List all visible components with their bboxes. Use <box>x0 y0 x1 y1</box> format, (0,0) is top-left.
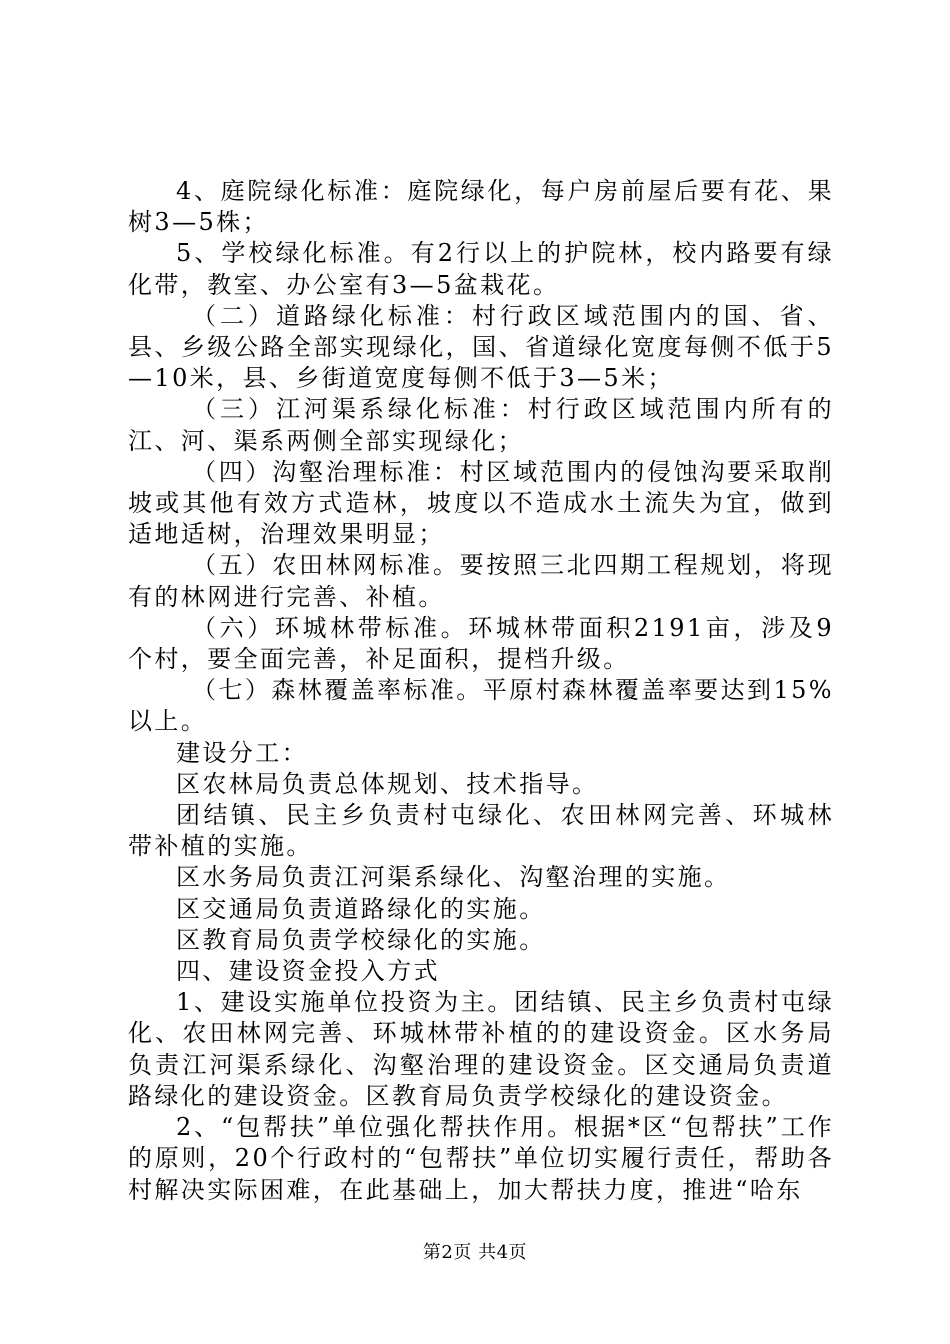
paragraph: 5、学校绿化标准。有2行以上的护院林，校内路要有绿化带，教室、办公室有3—5盆栽花。 <box>128 239 834 299</box>
paragraph: 区农林局负责总体规划、技术指导。 <box>176 769 599 798</box>
page-number-footer: 第2页 共4页 <box>422 1242 528 1263</box>
paragraph: （四）沟壑治理标准：村区域范围内的侵蚀沟要采取削坡或其他有效方式造林，坡度以不造成水土流失为宜，做到适地适树，治理效果明显； <box>128 457 834 549</box>
document-body <box>128 176 834 1206</box>
paragraph: （六）环城林带标准。环城林带面积2191亩，涉及9个村，要全面完善，补足面积，提档升级。 <box>128 613 834 674</box>
paragraph: 区水务局负责江河渠系绿化、沟壑治理的实施。 <box>176 863 731 892</box>
paragraph: 区教育局负责学校绿化的实施。 <box>176 925 546 954</box>
paragraph: （二）道路绿化标准：村行政区域范围内的国、省、县、乡级公路全部实现绿化，国、省道绿化宽度每侧不低于5—10米，县、乡街道宽度每侧不低于3—5米； <box>128 301 834 393</box>
paragraph: 1、建设实施单位投资为主。团结镇、民主乡负责村屯绿化、农田林网完善、环城林带补植的的建设资金。区水务局负责江河渠系绿化、沟壑治理的建设资金。区交通局负责道路绿化的建设资金。区教育局负责学校绿化的建设资金。 <box>128 988 834 1110</box>
paragraph: （七）森林覆盖率标准。平原村森林覆盖率要达到15%以上。 <box>128 676 834 736</box>
paragraph: 区交通局负责道路绿化的实施。 <box>176 894 546 923</box>
paragraph: 2、“包帮扶”单位强化帮扶作用。根据*区“包帮扶”工作的原则，20个行政村的“包帮扶”单位切实履行责任，帮助各村解决实际困难，在此基础上，加大帮扶力度，推进“哈东 <box>128 1113 834 1204</box>
paragraph: （三）江河渠系绿化标准：村行政区域范围内所有的江、河、渠系两侧全部实现绿化； <box>128 395 834 455</box>
paragraph: 团结镇、民主乡负责村屯绿化、农田林网完善、环城林带补植的实施。 <box>128 801 834 861</box>
section-heading: 四、建设资金投入方式 <box>176 957 440 986</box>
paragraph: 4、庭院绿化标准：庭院绿化，每户房前屋后要有花、果树3—5株； <box>128 177 834 237</box>
paragraph: （五）农田林网标准。要按照三北四期工程规划，将现有的林网进行完善、补植。 <box>128 551 834 611</box>
section-label: 建设分工： <box>176 738 308 767</box>
